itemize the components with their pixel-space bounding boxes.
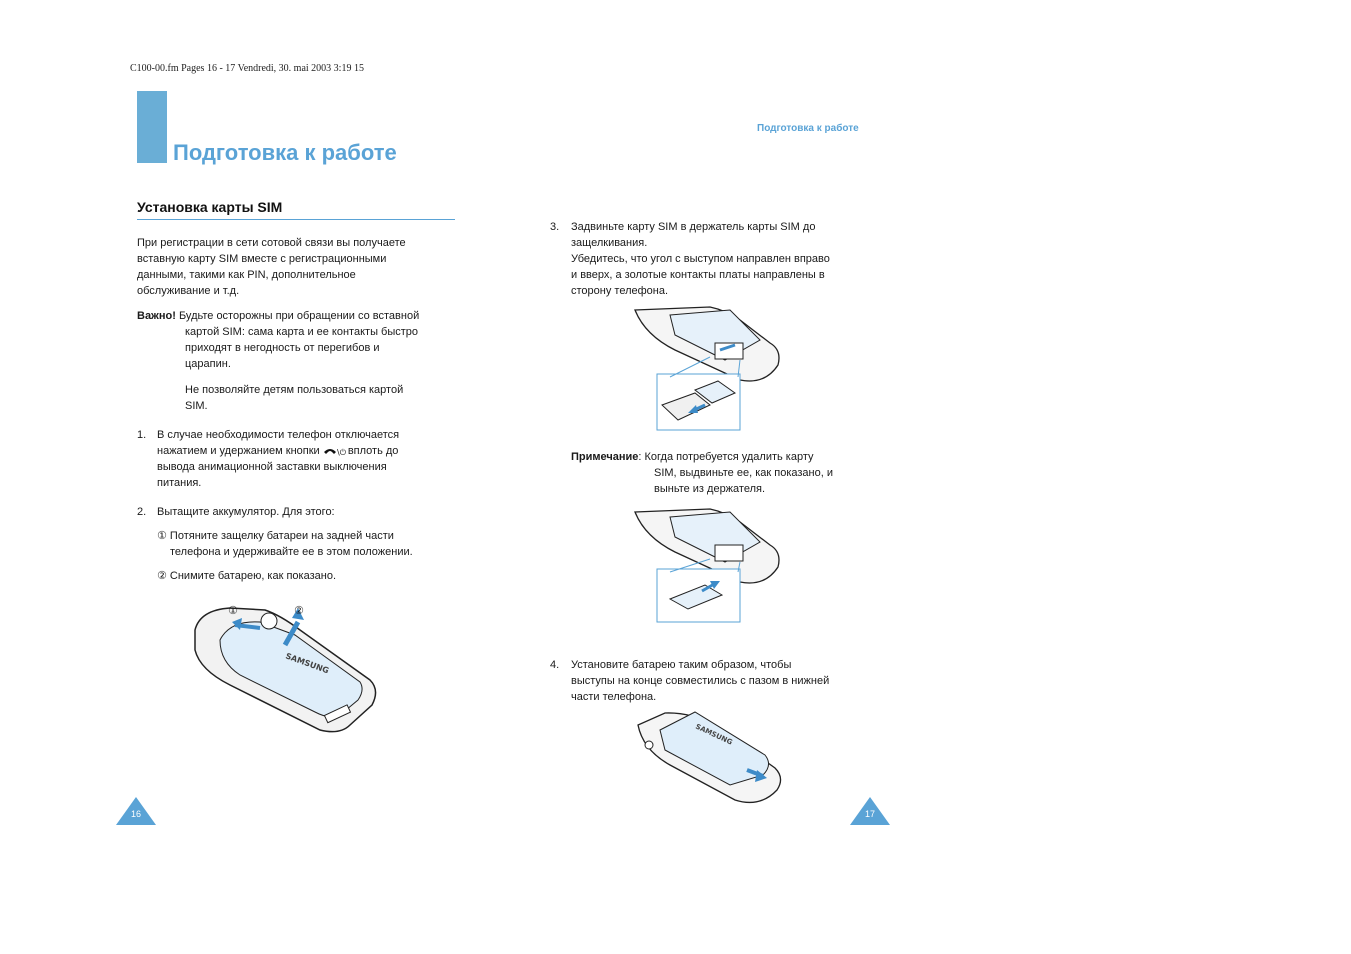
callout-2: ②: [294, 605, 304, 617]
step-1: 1. В случае необходимости телефон отключается нажатием и удержанием кнопки \⏻ вплоть до вывода анимационной заставки выключения питания.: [137, 429, 400, 489]
battery-install-illustration: [635, 710, 785, 810]
step-3: 3. Задвиньте карту SIM в держатель карты SIM до защелкивания. Убедитесь, что угол с выступом направлен вправо и вверх, а золотые контакты платы направлены в сторону телефона.: [550, 221, 830, 297]
chapter-color-bar: [137, 91, 167, 163]
battery-removal-illustration: [190, 600, 380, 740]
sim-remove-illustration: [630, 507, 785, 625]
svg-text:SAMSUNG: SAMSUNG: [694, 722, 734, 747]
step-2: 2. Вытащите аккумулятор. Для этого: ① Потяните защелку батареи на задней части телефона и удерживайте ее в этом положении. ② Снимите батарею, как показано.: [137, 506, 413, 582]
sim-insert-illustration: [630, 305, 785, 433]
intro-paragraph: При регистрации в сети сотовой связи вы получаете вставную карту SIM вместе с регистрационными данными, такими как PIN, дополнительное обслуживание и т.д.: [137, 237, 406, 297]
svg-text:SAMSUNG: SAMSUNG: [284, 651, 331, 676]
chapter-title: Подготовка к работе: [173, 140, 397, 165]
important-label: Важно!: [137, 310, 176, 322]
file-info: C100-00.fm Pages 16 - 17 Vendredi, 30. mai 2003 3:19 15: [130, 63, 364, 74]
svg-text:\⏻: \⏻: [336, 448, 346, 458]
page-number-left: 16: [116, 797, 156, 825]
section-rule: [137, 219, 455, 220]
phone-hangup-icon: [323, 446, 345, 456]
callout-1: ①: [228, 605, 238, 617]
step-4: 4. Установите батарею таким образом, чтобы выступы на конце совместились с пазом в нижней части телефона.: [550, 659, 830, 703]
section-title: Установка карты SIM: [137, 199, 283, 215]
page-number-right: 17: [850, 797, 890, 825]
running-header: Подготовка к работе: [757, 123, 859, 134]
important-note: Важно! Будьте осторожны при обращении со вставной картой SIM: сама карта и ее контакты быстро приходят в негодность от перегибов и царапин. Не позволяйте детям пользоваться картой SIM.: [137, 310, 420, 412]
note-block: Примечание: Когда потребуется удалить карту SIM, выдвиньте ее, как показано, и выньте из держателя.: [571, 451, 833, 495]
note-label: Примечание: [571, 451, 639, 463]
